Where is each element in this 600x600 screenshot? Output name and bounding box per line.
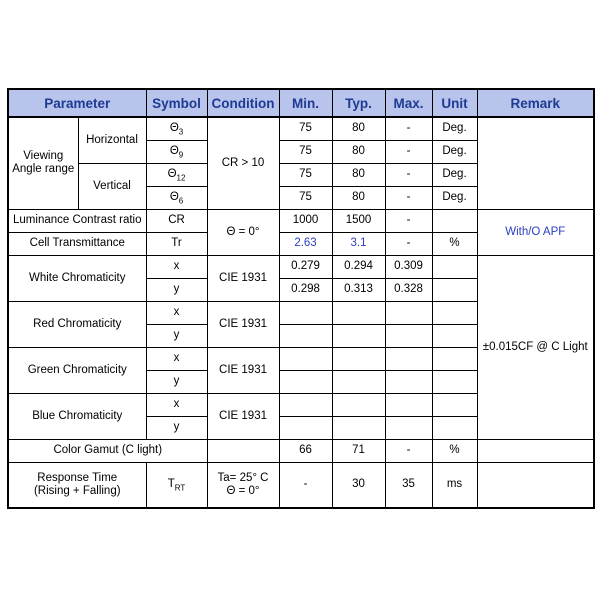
header-symbol: Symbol [146,89,207,117]
unit-cell [432,370,477,393]
min-cell: 0.298 [279,278,332,301]
unit-cell: Deg. [432,186,477,209]
min-cell: - [279,462,332,508]
unit-cell [432,301,477,324]
chromaticity-label-white: White Chromaticity [8,255,146,301]
gamut-label: Color Gamut (C light) [8,439,207,462]
symbol-cell: y [146,324,207,347]
typ-cell [332,301,385,324]
max-cell [385,393,432,416]
symbol-cell: $\Theta_3$ [146,117,207,140]
horizontal-label: Horizontal [78,117,146,163]
max-cell: - [385,117,432,140]
unit-cell [432,393,477,416]
chromaticity-label-red: Red Chromaticity [8,301,146,347]
typ-cell: 80 [332,117,385,140]
max-cell [385,416,432,439]
table-row [8,255,594,278]
chromaticity-label-blue: Blue Chromaticity [8,393,146,439]
chromaticity-condition: CIE 1931 [207,301,279,347]
unit-cell [432,347,477,370]
max-cell: - [385,140,432,163]
table-row [8,462,594,508]
max-cell: - [385,209,432,232]
max-cell: 35 [385,462,432,508]
min-cell: 75 [279,117,332,140]
unit-cell: ms [432,462,477,508]
min-cell [279,301,332,324]
optical-spec-table [7,88,595,509]
min-cell: 2.63 [279,232,332,255]
unit-cell [432,416,477,439]
symbol-cell: y [146,416,207,439]
min-cell [279,347,332,370]
min-cell [279,324,332,347]
table-row [8,439,594,462]
remark-cf: ±0.015CF @ C Light [477,255,594,439]
symbol-cell: $T_{RT}$ [146,462,207,508]
min-cell: 75 [279,186,332,209]
max-cell: - [385,186,432,209]
unit-cell [432,255,477,278]
response-condition: Ta= 25° C Θ = 0° [207,462,279,508]
max-cell: - [385,232,432,255]
vertical-label: Vertical [78,163,146,209]
min-cell: 66 [279,439,332,462]
unit-cell: Deg. [432,140,477,163]
min-cell: 1000 [279,209,332,232]
symbol-cell: $\Theta_{12}$ [146,163,207,186]
remark-apf: With/O APF [477,209,594,255]
header-remark: Remark [477,89,594,117]
typ-cell: 80 [332,186,385,209]
symbol-cell: x [146,301,207,324]
symbol-cell: y [146,370,207,393]
max-cell: 0.309 [385,255,432,278]
unit-cell: % [432,439,477,462]
shared-condition: Θ = 0° [207,209,279,255]
remark-empty [477,462,594,508]
chromaticity-label-green: Green Chromaticity [8,347,146,393]
min-cell [279,393,332,416]
min-cell: 75 [279,140,332,163]
typ-cell [332,416,385,439]
chromaticity-condition: CIE 1931 [207,347,279,393]
min-cell [279,370,332,393]
response-label: Response Time (Rising + Falling) [8,462,146,508]
max-cell: - [385,439,432,462]
header-max: Max. [385,89,432,117]
unit-cell [432,278,477,301]
symbol-cell: CR [146,209,207,232]
typ-cell: 80 [332,140,385,163]
unit-cell: % [432,232,477,255]
typ-cell [332,370,385,393]
symbol-cell: x [146,255,207,278]
max-cell [385,301,432,324]
max-cell [385,324,432,347]
viewing-angle-label: Viewing Angle range [8,117,78,209]
header-condition: Condition [207,89,279,117]
chromaticity-condition: CIE 1931 [207,393,279,439]
typ-cell: 0.313 [332,278,385,301]
max-cell [385,347,432,370]
typ-cell: 30 [332,462,385,508]
symbol-cell: Tr [146,232,207,255]
min-cell: 75 [279,163,332,186]
symbol-cell: y [146,278,207,301]
typ-cell: 1500 [332,209,385,232]
unit-cell [432,209,477,232]
header-unit: Unit [432,89,477,117]
symbol-cell: x [146,393,207,416]
typ-cell: 0.294 [332,255,385,278]
transmittance-label: Cell Transmittance [8,232,146,255]
chromaticity-condition: CIE 1931 [207,255,279,301]
unit-cell: Deg. [432,117,477,140]
gamut-condition [207,439,279,462]
table-row [8,117,594,140]
typ-cell [332,324,385,347]
max-cell: 0.328 [385,278,432,301]
header-typ: Typ. [332,89,385,117]
typ-cell [332,347,385,370]
contrast-label: Luminance Contrast ratio [8,209,146,232]
typ-cell: 80 [332,163,385,186]
max-cell [385,370,432,393]
viewing-condition: CR > 10 [207,117,279,209]
header-min: Min. [279,89,332,117]
symbol-cell: $\Theta_6$ [146,186,207,209]
table-row [8,209,594,232]
unit-cell [432,324,477,347]
header-parameter: Parameter [8,89,146,117]
max-cell: - [385,163,432,186]
unit-cell: Deg. [432,163,477,186]
remark-empty [477,439,594,462]
symbol-cell: x [146,347,207,370]
header-row [8,89,594,117]
typ-cell: 3.1 [332,232,385,255]
typ-cell: 71 [332,439,385,462]
remark-empty [477,117,594,209]
typ-cell [332,393,385,416]
min-cell [279,416,332,439]
symbol-cell: $\Theta_9$ [146,140,207,163]
min-cell: 0.279 [279,255,332,278]
